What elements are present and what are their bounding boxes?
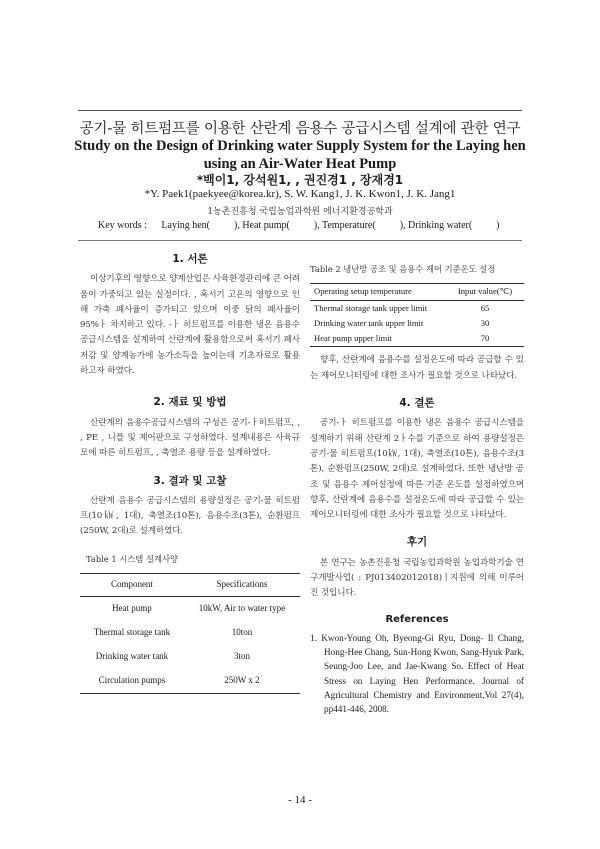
table2 <box>310 283 524 347</box>
right-column <box>310 246 524 716</box>
affiliation: 1농촌진흥청 국립농업과학원 에너지환경공학과 <box>207 207 393 217</box>
table-cell: Heat pump <box>112 603 152 614</box>
table-row <box>80 669 300 694</box>
table-cell: Drinking water tank upper limit <box>314 317 424 328</box>
keyword-2: ), Heat pump( <box>233 220 290 231</box>
section-heading-intro: 1. 서론 <box>172 253 208 265</box>
table-row <box>80 645 300 669</box>
section-heading-methods: 2. 재료 및 방법 <box>153 396 227 409</box>
table-cell: 3ton <box>233 651 250 662</box>
table-cell: Thermal storage tank <box>93 627 171 638</box>
page-number: - 14 - <box>288 794 312 806</box>
table-cell: 65 <box>480 302 490 313</box>
keyword-3: ), Temperature( <box>313 220 376 231</box>
section-heading-results: 3. 결과 및 고찰 <box>153 474 227 487</box>
authors-english: *Y. Paek1(paekyee@korea.kr), S. W. Kang1, J. K. Kwon1, J. K. Jang1 <box>144 188 456 200</box>
table-row <box>80 621 300 645</box>
table-row <box>310 331 524 347</box>
table1-caption: Table 1 시스템 설계사양 <box>86 553 179 564</box>
references-heading: References <box>385 613 449 625</box>
left-column <box>80 246 300 694</box>
table-row <box>310 316 524 331</box>
table2-caption: Table 2 냉난방 공조 및 음용수 제어 기준온도 설정 <box>310 264 496 274</box>
table-cell: 10kW, Air to water type <box>198 603 286 614</box>
section-text-intro: 이상기후의 영향으로 양계산업은 사육환경관리에 큰 어려움이 가중되고 있는 실정이다. , 혹서기 고온의 영향으로 인해 가축 폐사율이 증가되고 있으며 이중 닭의 폐사율이 95%ㅏ 차지하고 있다. -ㅏ 히트펌프를 이용한 냉온 음용수 공급시스템을 설계하여 산란계에 활용함으로써 혹서기 폐사저감 및 양계농가에 농가소득을 높이는데 기초자료로 활용하고자 하였다. <box>80 274 300 377</box>
table2-header-setup: Operating setup temperature <box>310 284 446 300</box>
table1 <box>80 573 300 694</box>
section-text-methods: 산란계의 음용수공급시스템의 구성은 공기-ㅏ히트펌프, , , PE , 니플 및 제어판으로 구성하였다. 설계내용은 사육규모에 따른 히트펌프, , 축열조 용량 등을 설계하였다. <box>80 417 300 459</box>
section-text-results: 산란계 음용수 공급시스템의 용량설정은 공기-물 히트펌프(10㎾, 1대), 축열조(10톤), 음용수조(3톤), 순환펌프(250W, 2대)로 설계하였다. <box>80 495 300 537</box>
table1-header-spec: Specifications <box>184 574 300 597</box>
table-row <box>80 597 300 622</box>
table-cell: 70 <box>446 331 524 347</box>
table-cell: Thermal storage tank upper limit <box>314 302 428 313</box>
table-cell: 10ton <box>231 627 253 638</box>
table2-header-value: Input value(℃) <box>446 284 524 300</box>
table-cell: 250W x 2 <box>184 669 300 694</box>
section-text-conclusion: 공기-ㅏ 히트펌프를 이용한 냉온 음용수 공급시스템을 설계하기 위해 산란계 2ㅏ수를 기준으로 하여 용량설정은 공기-물 히트펌프(10㎾, 1대), 축열조(10톤), 음용수조(3톤), 순환펌프(250W, 2대)로 설계하였다. 또한 냉난방 공조 및 음용수 제어설정에 따른 기준 온도를 설정하였으며 향후, 산란계에 음용수를 설정온도에 따라 공급할 수 있는 제어모니터링에 대한 조사가 필요할 것으로 나타났다. <box>310 418 524 521</box>
section-heading-conclusion: 4. 결론 <box>399 397 435 410</box>
top-rule <box>78 110 522 111</box>
table-cell: Heat pump upper limit <box>310 331 446 347</box>
keyword-1: Laying hen( <box>161 220 210 231</box>
authors-korean <box>60 171 540 188</box>
table-cell: Circulation pumps <box>80 669 184 694</box>
table-row <box>310 300 524 316</box>
table-cell: 30 <box>480 317 490 328</box>
section-heading-ack: 후기 <box>406 536 428 549</box>
keywords-line <box>98 220 518 231</box>
table2-note: 향후, 산란계에 음용수를 설정온도에 따라 공급할 수 있는 제어모니터링에 대한 조사가 필요할 것으로 나타났다. <box>310 355 524 381</box>
keywords-label: Key words : <box>98 220 147 231</box>
table-cell: Drinking water tank <box>95 651 169 662</box>
keyword-5: ) <box>496 220 500 231</box>
keywords-rule <box>78 240 522 241</box>
section-text-ack: 본 연구는 농촌진흥청 국립농업과학원 농업과학기술 연구개발사업( : PJ013402012018)ㅣ지원에 의해 이루어진 것입니다. <box>310 557 524 599</box>
title-english: Study on the Design of Drinking water Supply System for the Laying hen using an Air-Water Heat Pump <box>74 138 526 172</box>
title-korean: 공기-물 히트펌프를 이용한 산란계 음용수 공급시스템 설계에 관한 연구 <box>79 121 521 137</box>
authors-korean-text: *백이1, 강석원1, , 권진경1 , 장재경1 <box>196 173 404 187</box>
reference-item: 1. Kwon-Young Oh, Byeong-Gi Ryu, Dong- Il Chang, Hong-Hee Chang, Sun-Hong Kwon, Sang-Hyuk Park, Seung-Joo Lee, and Jae-Kwang So. Effect of Heat Stress on Laying Hen Performance. Journal of Agricultural Chemistry and Environment,Vol 27(4), pp441-446, 2008. <box>310 632 524 714</box>
keyword-4: ), Drinking water( <box>399 220 473 231</box>
table1-header-component: Component <box>80 574 184 597</box>
